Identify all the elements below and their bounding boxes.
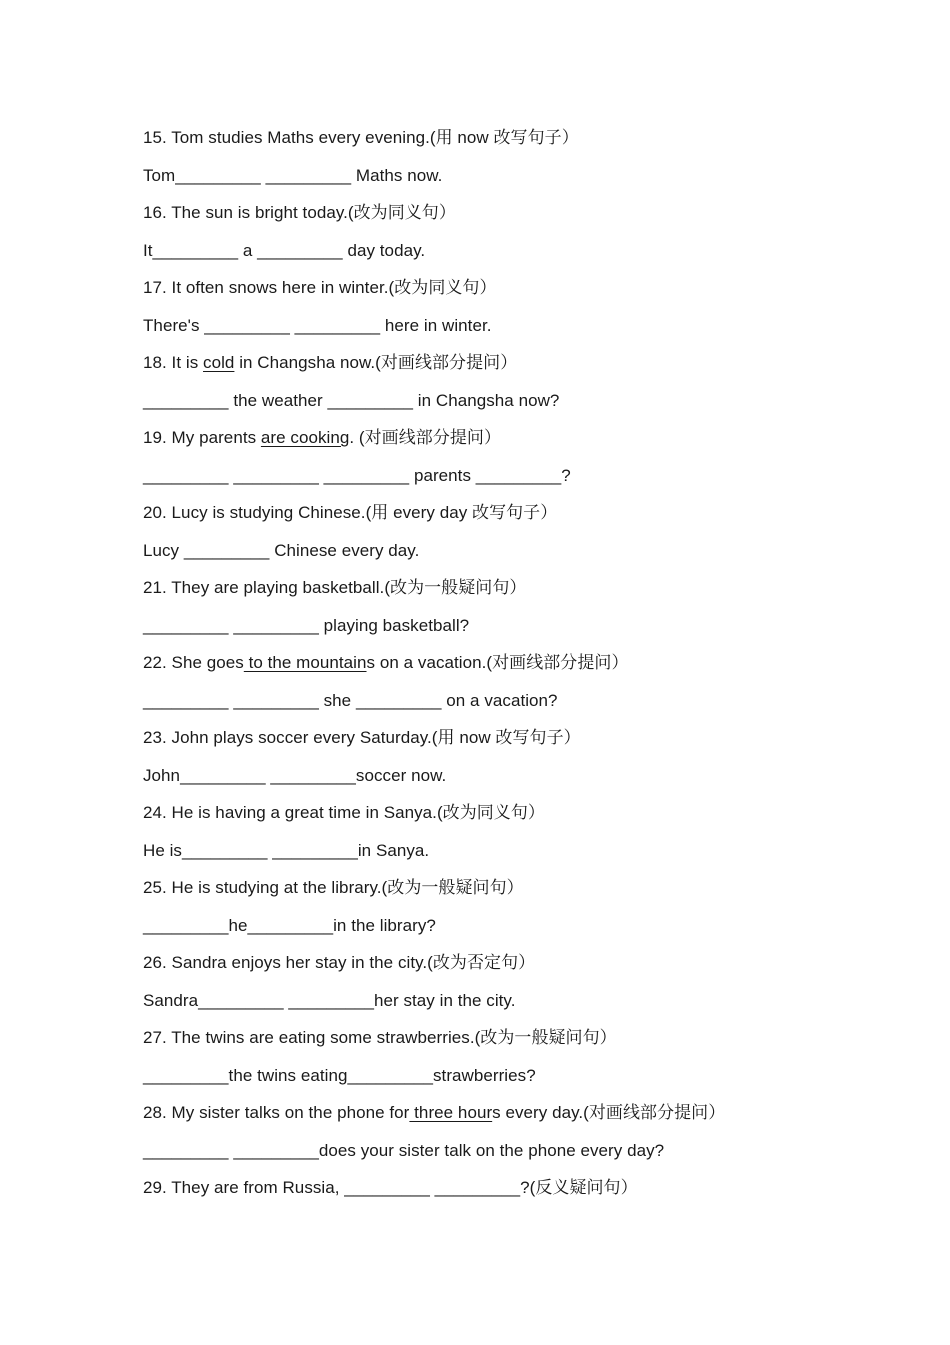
answer-20: Lucy _________ Chinese every day. (143, 540, 420, 560)
question-21: 21. They are playing basketball.(改为一般疑问句） (143, 578, 527, 597)
question-27: 27. The twins are eating some strawberries.(改为一般疑问句） (143, 1028, 617, 1047)
answer-21: _________ _________ playing basketball? (143, 615, 470, 635)
worksheet (143, 119, 843, 1207)
question-text: 28. My sister talks on the phone for (143, 1103, 410, 1122)
question-24: 24. He is having a great time in Sanya.(改为同义句） (143, 803, 545, 822)
answer-19: _________ _________ _________ parents _________? (143, 465, 571, 485)
question-18 (143, 344, 843, 382)
answer-15: Tom_________ _________ Maths now. (143, 165, 443, 185)
answer-24: He is_________ _________in Sanya. (143, 840, 430, 860)
answer-18: _________ the weather _________ in Changsha now? (143, 390, 560, 410)
underlined-part: three hour (409, 1103, 493, 1122)
question-28 (143, 1094, 843, 1132)
question-text: 18. It is (143, 353, 204, 372)
question-26: 26. Sandra enjoys her stay in the city.(改为否定句） (143, 953, 536, 972)
question-29: 29. They are from Russia, _________ _________?(反义疑问句） (143, 1178, 638, 1197)
question-16: 16. The sun is bright today.(改为同义句） (143, 203, 456, 222)
answer-17: There's _________ _________ here in winter. (143, 315, 492, 335)
question-text: in Changsha now.(对画线部分提问） (234, 353, 518, 372)
answer-22: _________ _________ she _________ on a vacation? (143, 690, 558, 710)
answer-26: Sandra_________ _________her stay in the city. (143, 990, 516, 1010)
question-text: . (对画线部分提问） (349, 428, 502, 447)
question-text: s every day.(对画线部分提问） (492, 1103, 726, 1122)
underlined-part: to the mountain (243, 653, 367, 672)
answer-23: John_________ _________soccer now. (143, 765, 447, 785)
question-15: 15. Tom studies Maths every evening.(用 now 改写句子） (143, 128, 579, 147)
question-23: 23. John plays soccer every Saturday.(用 now 改写句子） (143, 728, 581, 747)
underlined-part: cold (203, 353, 235, 372)
answer-25: _________he_________in the library? (143, 915, 436, 935)
underlined-part: are cooking (260, 428, 350, 447)
question-text: 19. My parents (143, 428, 261, 447)
question-text: s on a vacation.(对画线部分提问） (366, 653, 629, 672)
answer-28: _________ _________does your sister talk on the phone every day? (143, 1140, 665, 1160)
question-text: 22. She goes (143, 653, 244, 672)
answer-27: _________the twins eating_________strawberries? (143, 1065, 536, 1085)
answer-16: It_________ a _________ day today. (143, 240, 426, 260)
question-19 (143, 419, 843, 457)
question-17: 17. It often snows here in winter.(改为同义句） (143, 278, 497, 297)
question-22 (143, 644, 843, 682)
question-25: 25. He is studying at the library.(改为一般疑问句） (143, 878, 524, 897)
question-20: 20. Lucy is studying Chinese.(用 every day 改写句子） (143, 503, 558, 522)
